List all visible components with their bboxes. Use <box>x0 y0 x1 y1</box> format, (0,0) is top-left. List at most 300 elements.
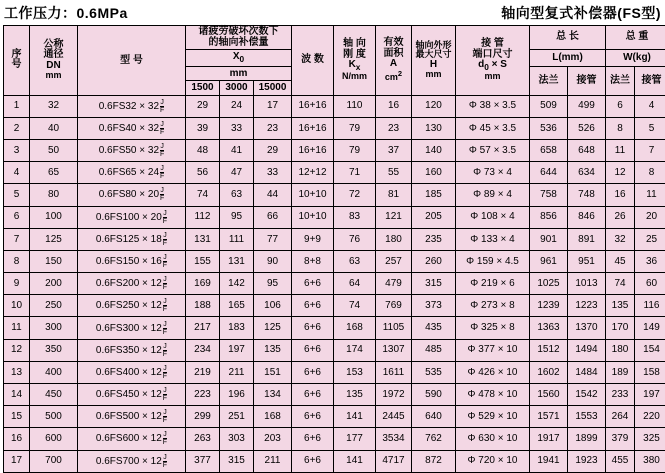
cell-x15000: 125 <box>254 317 292 339</box>
model-fraction: $\frac{J}{F}$ <box>163 431 167 446</box>
table-row <box>4 117 665 139</box>
cell-x3000: 196 <box>220 384 254 406</box>
cell-wave: 6+6 <box>292 450 334 472</box>
cell-weight-flange: 32 <box>606 228 635 250</box>
cell-x15000: 95 <box>254 273 292 295</box>
cell-x3000: 41 <box>220 139 254 161</box>
cell-stiffness: 110 <box>334 95 376 117</box>
header-weight-flange: 法兰 <box>606 66 635 95</box>
cell-area: 1105 <box>376 317 412 339</box>
cell-x15000: 66 <box>254 206 292 228</box>
model-text: 0.6FS300 × 12 <box>96 323 162 334</box>
table-row <box>4 295 665 317</box>
cell-area: 4717 <box>376 450 412 472</box>
model-text: 0.6FS200 × 12 <box>96 278 162 289</box>
cell-model <box>78 295 186 317</box>
model-fraction: $\frac{J}{F}$ <box>163 343 167 358</box>
table-row <box>4 273 665 295</box>
cell-seq: 7 <box>4 228 30 250</box>
cell-weight-flange: 6 <box>606 95 635 117</box>
cell-seq: 17 <box>4 450 30 472</box>
model-fraction: $\frac{J}{F}$ <box>160 99 164 114</box>
header-pipe: 接 管 端口尺寸 $d_0 \times S$ mm <box>456 26 530 96</box>
cell-area: 1972 <box>376 384 412 406</box>
cell-seq: 13 <box>4 361 30 383</box>
cell-length-pipe: 1494 <box>568 339 606 361</box>
cell-dn: 65 <box>30 162 78 184</box>
cell-pipe: Φ 219 × 6 <box>456 273 530 295</box>
product-type-title: 轴向型复式补偿器(FS型) <box>501 3 661 23</box>
cell-stiffness: 63 <box>334 250 376 272</box>
model-fraction: $\frac{J}{F}$ <box>163 409 167 424</box>
header-fatigue-3000: 3000 <box>220 81 254 96</box>
model-text: 0.6FS450 × 12 <box>96 389 162 400</box>
model-fraction: $\frac{J}{F}$ <box>163 387 167 402</box>
cell-x1500: 112 <box>186 206 220 228</box>
header-weight-unit: W(kg) <box>606 50 665 67</box>
cell-weight-pipe: 158 <box>635 361 665 383</box>
cell-x15000: 135 <box>254 339 292 361</box>
cell-height: 872 <box>412 450 456 472</box>
cell-wave: 6+6 <box>292 428 334 450</box>
cell-length-flange: 758 <box>530 184 568 206</box>
cell-height: 485 <box>412 339 456 361</box>
cell-x15000: 90 <box>254 250 292 272</box>
cell-model <box>78 139 186 161</box>
cell-weight-flange: 264 <box>606 406 635 428</box>
cell-length-pipe: 526 <box>568 117 606 139</box>
cell-x3000: 111 <box>220 228 254 250</box>
table-row <box>4 450 665 472</box>
cell-weight-pipe: 25 <box>635 228 665 250</box>
cell-model <box>78 361 186 383</box>
cell-length-pipe: 1484 <box>568 361 606 383</box>
cell-area: 37 <box>376 139 412 161</box>
cell-x1500: 74 <box>186 184 220 206</box>
cell-x3000: 211 <box>220 361 254 383</box>
cell-weight-pipe: 7 <box>635 139 665 161</box>
cell-seq: 15 <box>4 406 30 428</box>
cell-x1500: 169 <box>186 273 220 295</box>
cell-x15000: 211 <box>254 450 292 472</box>
cell-height: 535 <box>412 361 456 383</box>
model-fraction: $\frac{J}{F}$ <box>163 276 167 291</box>
header-length-pipe: 接管 <box>568 66 606 95</box>
cell-pipe: Φ 159 × 4.5 <box>456 250 530 272</box>
cell-length-pipe: 891 <box>568 228 606 250</box>
cell-stiffness: 168 <box>334 317 376 339</box>
cell-stiffness: 74 <box>334 295 376 317</box>
cell-length-pipe: 748 <box>568 184 606 206</box>
cell-dn: 125 <box>30 228 78 250</box>
cell-area: 1307 <box>376 339 412 361</box>
cell-dn: 50 <box>30 139 78 161</box>
model-text: 0.6FS350 × 12 <box>96 345 162 356</box>
cell-pipe: Φ 273 × 8 <box>456 295 530 317</box>
cell-length-pipe: 1370 <box>568 317 606 339</box>
cell-height: 160 <box>412 162 456 184</box>
cell-weight-pipe: 8 <box>635 162 665 184</box>
cell-x15000: 151 <box>254 361 292 383</box>
cell-height: 435 <box>412 317 456 339</box>
header-area: 有效 面积 A $cm^2$ <box>376 26 412 96</box>
cell-seq: 5 <box>4 184 30 206</box>
cell-weight-flange: 233 <box>606 384 635 406</box>
cell-area: 1611 <box>376 361 412 383</box>
model-text: 0.6FS50 × 32 <box>99 145 159 156</box>
cell-x1500: 48 <box>186 139 220 161</box>
cell-height: 130 <box>412 117 456 139</box>
cell-length-pipe: 634 <box>568 162 606 184</box>
cell-length-flange: 1602 <box>530 361 568 383</box>
cell-weight-pipe: 11 <box>635 184 665 206</box>
header-weight-pipe: 接管 <box>635 66 665 95</box>
cell-model <box>78 317 186 339</box>
cell-pipe: Φ 426 × 10 <box>456 361 530 383</box>
header-dn: 公称 通径 DN mm <box>30 26 78 96</box>
header-fatigue-unit: mm <box>186 66 292 81</box>
header-row-1 <box>4 26 665 50</box>
table-row <box>4 361 665 383</box>
cell-length-flange: 1239 <box>530 295 568 317</box>
table-row <box>4 95 665 117</box>
model-fraction: $\frac{J}{F}$ <box>163 210 167 225</box>
cell-x15000: 29 <box>254 139 292 161</box>
cell-x3000: 63 <box>220 184 254 206</box>
cell-dn: 400 <box>30 361 78 383</box>
cell-length-pipe: 499 <box>568 95 606 117</box>
cell-pipe: Φ 325 × 8 <box>456 317 530 339</box>
cell-stiffness: 64 <box>334 273 376 295</box>
cell-dn: 500 <box>30 406 78 428</box>
cell-area: 769 <box>376 295 412 317</box>
cell-length-flange: 536 <box>530 117 568 139</box>
model-text: 0.6FS125 × 18 <box>96 234 162 245</box>
model-text: 0.6FS150 × 16 <box>96 256 162 267</box>
cell-pipe: Φ 108 × 4 <box>456 206 530 228</box>
model-fraction: $\frac{J}{F}$ <box>163 254 167 269</box>
cell-wave: 6+6 <box>292 339 334 361</box>
cell-x3000: 47 <box>220 162 254 184</box>
header-length: 总 长 <box>530 26 606 50</box>
cell-x15000: 134 <box>254 384 292 406</box>
cell-weight-flange: 12 <box>606 162 635 184</box>
cell-length-pipe: 1223 <box>568 295 606 317</box>
cell-weight-flange: 379 <box>606 428 635 450</box>
table-row <box>4 428 665 450</box>
model-fraction: $\frac{J}{F}$ <box>160 121 164 136</box>
cell-stiffness: 83 <box>334 206 376 228</box>
cell-seq: 1 <box>4 95 30 117</box>
cell-dn: 300 <box>30 317 78 339</box>
cell-model <box>78 228 186 250</box>
cell-height: 205 <box>412 206 456 228</box>
cell-x1500: 39 <box>186 117 220 139</box>
cell-seq: 3 <box>4 139 30 161</box>
cell-model <box>78 273 186 295</box>
model-fraction: $\frac{J}{F}$ <box>163 365 167 380</box>
cell-weight-flange: 135 <box>606 295 635 317</box>
cell-weight-flange: 26 <box>606 206 635 228</box>
cell-dn: 700 <box>30 450 78 472</box>
cell-weight-flange: 74 <box>606 273 635 295</box>
cell-pipe: Φ 73 × 4 <box>456 162 530 184</box>
model-fraction: $\frac{J}{F}$ <box>160 143 164 158</box>
cell-model <box>78 250 186 272</box>
model-text: 0.6FS40 × 32 <box>99 123 159 134</box>
cell-height: 120 <box>412 95 456 117</box>
cell-x1500: 234 <box>186 339 220 361</box>
cell-height: 260 <box>412 250 456 272</box>
cell-x3000: 131 <box>220 250 254 272</box>
specification-table <box>3 25 665 473</box>
cell-length-flange: 961 <box>530 250 568 272</box>
cell-weight-pipe: 60 <box>635 273 665 295</box>
cell-x1500: 219 <box>186 361 220 383</box>
table-row <box>4 184 665 206</box>
cell-x15000: 17 <box>254 95 292 117</box>
cell-pipe: Φ 478 × 10 <box>456 384 530 406</box>
cell-x1500: 263 <box>186 428 220 450</box>
header-weight: 总 重 <box>606 26 665 50</box>
cell-seq: 11 <box>4 317 30 339</box>
cell-weight-flange: 11 <box>606 139 635 161</box>
cell-seq: 6 <box>4 206 30 228</box>
cell-pipe: Φ 57 × 3.5 <box>456 139 530 161</box>
cell-weight-pipe: 4 <box>635 95 665 117</box>
model-fraction: $\frac{J}{F}$ <box>160 165 164 180</box>
header-model: 型 号 <box>78 26 186 96</box>
header-bar <box>0 0 665 26</box>
cell-stiffness: 79 <box>334 139 376 161</box>
cell-seq: 9 <box>4 273 30 295</box>
cell-dn: 200 <box>30 273 78 295</box>
cell-length-flange: 1512 <box>530 339 568 361</box>
model-fraction: $\frac{J}{F}$ <box>163 321 167 336</box>
cell-length-flange: 901 <box>530 228 568 250</box>
cell-length-pipe: 1013 <box>568 273 606 295</box>
cell-area: 55 <box>376 162 412 184</box>
cell-area: 3534 <box>376 428 412 450</box>
cell-weight-pipe: 149 <box>635 317 665 339</box>
cell-dn: 250 <box>30 295 78 317</box>
cell-x3000: 95 <box>220 206 254 228</box>
model-fraction: $\frac{J}{F}$ <box>163 454 167 469</box>
table-row <box>4 339 665 361</box>
cell-stiffness: 72 <box>334 184 376 206</box>
cell-weight-flange: 170 <box>606 317 635 339</box>
cell-stiffness: 153 <box>334 361 376 383</box>
model-text: 0.6FS100 × 20 <box>96 212 162 223</box>
cell-height: 373 <box>412 295 456 317</box>
cell-weight-flange: 180 <box>606 339 635 361</box>
cell-weight-flange: 455 <box>606 450 635 472</box>
cell-wave: 16+16 <box>292 139 334 161</box>
cell-stiffness: 174 <box>334 339 376 361</box>
cell-pipe: Φ 133 × 4 <box>456 228 530 250</box>
cell-seq: 8 <box>4 250 30 272</box>
model-fraction: $\frac{J}{F}$ <box>163 232 167 247</box>
header-height: 轴向外形 最大尺寸 H mm <box>412 26 456 96</box>
header-fatigue-symbol: $X_0$ <box>186 50 292 67</box>
cell-x3000: 183 <box>220 317 254 339</box>
cell-length-pipe: 846 <box>568 206 606 228</box>
cell-pipe: Φ 529 × 10 <box>456 406 530 428</box>
header-stiffness: 轴 向 刚 度 $K_x$ N/mm <box>334 26 376 96</box>
cell-dn: 80 <box>30 184 78 206</box>
cell-x15000: 168 <box>254 406 292 428</box>
cell-area: 2445 <box>376 406 412 428</box>
cell-weight-pipe: 20 <box>635 206 665 228</box>
cell-wave: 10+10 <box>292 184 334 206</box>
cell-area: 121 <box>376 206 412 228</box>
model-text: 0.6FS600 × 12 <box>96 434 162 445</box>
cell-model <box>78 117 186 139</box>
cell-x15000: 23 <box>254 117 292 139</box>
cell-length-flange: 644 <box>530 162 568 184</box>
cell-wave: 6+6 <box>292 384 334 406</box>
cell-x3000: 197 <box>220 339 254 361</box>
cell-weight-pipe: 36 <box>635 250 665 272</box>
table-body <box>4 95 665 472</box>
cell-stiffness: 135 <box>334 384 376 406</box>
model-text: 0.6FS65 × 24 <box>99 167 159 178</box>
header-fatigue-15000: 15000 <box>254 81 292 96</box>
cell-weight-flange: 189 <box>606 361 635 383</box>
cell-area: 180 <box>376 228 412 250</box>
cell-length-pipe: 648 <box>568 139 606 161</box>
cell-length-flange: 658 <box>530 139 568 161</box>
cell-height: 590 <box>412 384 456 406</box>
model-text: 0.6FS80 × 20 <box>99 190 159 201</box>
cell-seq: 12 <box>4 339 30 361</box>
header-fatigue-1500: 1500 <box>186 81 220 96</box>
cell-wave: 6+6 <box>292 406 334 428</box>
cell-x3000: 142 <box>220 273 254 295</box>
cell-wave: 6+6 <box>292 317 334 339</box>
cell-x1500: 56 <box>186 162 220 184</box>
cell-weight-flange: 8 <box>606 117 635 139</box>
cell-height: 640 <box>412 406 456 428</box>
model-text: 0.6FS32 × 32 <box>99 101 159 112</box>
cell-weight-pipe: 380 <box>635 450 665 472</box>
table-header <box>4 26 665 96</box>
table-row <box>4 406 665 428</box>
cell-height: 762 <box>412 428 456 450</box>
cell-area: 16 <box>376 95 412 117</box>
model-text: 0.6FS700 × 12 <box>96 456 162 467</box>
model-fraction: $\frac{J}{F}$ <box>163 298 167 313</box>
cell-x3000: 33 <box>220 117 254 139</box>
cell-x15000: 44 <box>254 184 292 206</box>
cell-length-flange: 1917 <box>530 428 568 450</box>
model-fraction: $\frac{J}{F}$ <box>160 187 164 202</box>
cell-x1500: 155 <box>186 250 220 272</box>
table-row <box>4 228 665 250</box>
cell-stiffness: 141 <box>334 406 376 428</box>
cell-weight-flange: 45 <box>606 250 635 272</box>
cell-length-pipe: 951 <box>568 250 606 272</box>
cell-model <box>78 162 186 184</box>
cell-x3000: 24 <box>220 95 254 117</box>
cell-x1500: 377 <box>186 450 220 472</box>
cell-seq: 4 <box>4 162 30 184</box>
cell-model <box>78 406 186 428</box>
cell-wave: 16+16 <box>292 117 334 139</box>
cell-height: 140 <box>412 139 456 161</box>
cell-weight-pipe: 116 <box>635 295 665 317</box>
cell-height: 185 <box>412 184 456 206</box>
working-pressure-title: 工作压力：0.6MPa <box>4 3 128 23</box>
cell-model <box>78 184 186 206</box>
cell-area: 23 <box>376 117 412 139</box>
cell-wave: 8+8 <box>292 250 334 272</box>
table-row <box>4 384 665 406</box>
cell-length-pipe: 1899 <box>568 428 606 450</box>
cell-height: 235 <box>412 228 456 250</box>
cell-model <box>78 428 186 450</box>
cell-pipe: Φ 377 × 10 <box>456 339 530 361</box>
cell-x15000: 203 <box>254 428 292 450</box>
cell-x1500: 299 <box>186 406 220 428</box>
cell-length-flange: 509 <box>530 95 568 117</box>
table-row <box>4 250 665 272</box>
cell-model <box>78 95 186 117</box>
cell-x1500: 131 <box>186 228 220 250</box>
cell-length-pipe: 1553 <box>568 406 606 428</box>
header-seq: 序 号 <box>4 26 30 96</box>
cell-model <box>78 206 186 228</box>
cell-length-flange: 1025 <box>530 273 568 295</box>
cell-weight-pipe: 197 <box>635 384 665 406</box>
table-row <box>4 206 665 228</box>
cell-weight-pipe: 154 <box>635 339 665 361</box>
cell-x1500: 29 <box>186 95 220 117</box>
cell-weight-pipe: 220 <box>635 406 665 428</box>
cell-model <box>78 384 186 406</box>
header-wave: 波 数 <box>292 26 334 96</box>
cell-model <box>78 339 186 361</box>
cell-height: 315 <box>412 273 456 295</box>
model-text: 0.6FS250 × 12 <box>96 300 162 311</box>
cell-length-flange: 1560 <box>530 384 568 406</box>
cell-weight-pipe: 325 <box>635 428 665 450</box>
cell-x1500: 223 <box>186 384 220 406</box>
cell-pipe: Φ 89 × 4 <box>456 184 530 206</box>
cell-dn: 350 <box>30 339 78 361</box>
cell-seq: 10 <box>4 295 30 317</box>
header-length-flange: 法兰 <box>530 66 568 95</box>
table-row <box>4 139 665 161</box>
model-text: 0.6FS400 × 12 <box>96 367 162 378</box>
cell-stiffness: 71 <box>334 162 376 184</box>
cell-wave: 9+9 <box>292 228 334 250</box>
cell-length-pipe: 1923 <box>568 450 606 472</box>
cell-seq: 14 <box>4 384 30 406</box>
cell-dn: 600 <box>30 428 78 450</box>
cell-pipe: Φ 38 × 3.5 <box>456 95 530 117</box>
cell-x15000: 33 <box>254 162 292 184</box>
cell-x3000: 165 <box>220 295 254 317</box>
cell-stiffness: 177 <box>334 428 376 450</box>
header-fatigue-title: 诸疲劳破坏次数下 的轴向补偿量 <box>186 26 292 50</box>
cell-x1500: 217 <box>186 317 220 339</box>
cell-stiffness: 141 <box>334 450 376 472</box>
cell-x3000: 303 <box>220 428 254 450</box>
cell-length-flange: 1941 <box>530 450 568 472</box>
cell-stiffness: 79 <box>334 117 376 139</box>
cell-x1500: 188 <box>186 295 220 317</box>
